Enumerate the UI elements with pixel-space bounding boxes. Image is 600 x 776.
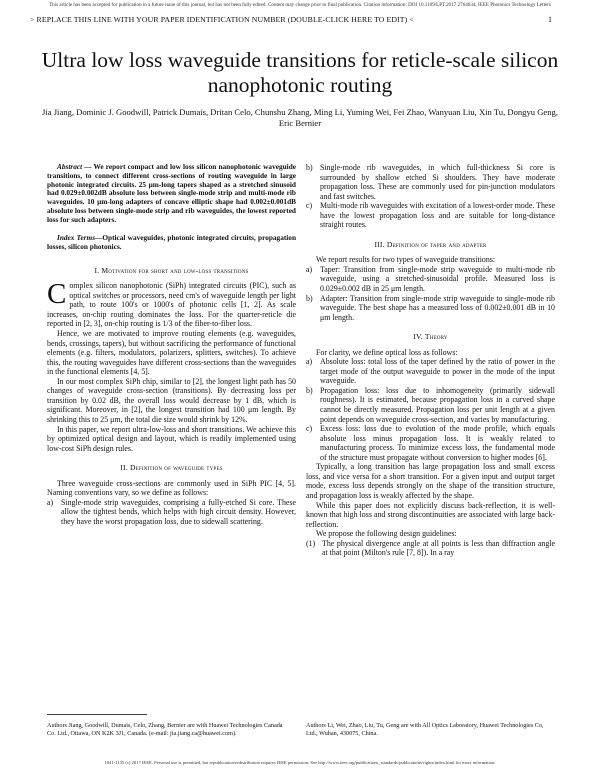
list-text: Absolute loss: total loss of the taper defined by the ratio of power in the target mode of the output waveguide to power in the mode of the input waveguide. — [320, 357, 555, 386]
paragraph: For clarity, we define optical loss as follows: — [316, 347, 458, 357]
paragraph: While this paper does not explicitly discuss back-reflection, it is well-known that high loss and strong discontinuities are associated with large back-reflection. — [306, 500, 555, 529]
abstract-lead: Abstract — [57, 162, 83, 171]
list-text: Taper: Transition from single-mode strip waveguide to multi-mode rib waveguide, using a stretched-sinusoidal profile. Measured loss is 0.029±0.002 dB in 25 μm length. — [320, 264, 555, 294]
section-title: Definition of taper and adapter — [386, 239, 487, 249]
list-marker: a) — [306, 357, 313, 367]
paragraph: Typically, a long transition has large propagation loss and small excess loss, and vice versa for a short transition. For a given input and output target mode, excess loss depends strongly on the shape of the transition structure, and propagation loss is weakly affected by the shape. — [306, 462, 555, 500]
list-text: Multi-mode rib waveguides with excitation of a lowest-order mode. These have the lowest propagation loss and are suitable for long-distance straight routes. — [320, 201, 555, 230]
list-item — [306, 294, 555, 323]
list-text: Excess loss: loss due to evolution of the mode profile, which equals absolute loss minus propagation loss. It is weakly related to manufacturing process. To minimize excess loss, the fundamental mode of the structure must propagate without conversion to higher modes [6]. — [320, 424, 555, 462]
list-text: Adapter: Transition from single-mode strip waveguide to single-mode rib waveguide. The best shape has a measured loss of 0.002±0.001 dB in 10 μm length. — [320, 293, 555, 322]
paragraph: In this paper, we report ultra-low-loss and short transitions. We achieve this by optimized optical design and layout, which is readily implemented using low-cost SiPh design rules. — [47, 424, 296, 453]
index-terms — [47, 234, 296, 252]
drop-cap: C — [47, 278, 67, 311]
section-title: Theory — [424, 332, 448, 342]
section-heading-3 — [306, 240, 555, 250]
list-marker: c) — [306, 424, 313, 434]
author-list: Jia Jiang, Dominic J. Goodwill, Patrick Dumais, Dritan Celo, Chunshu Zhang, Ming Li, Yuming Wei, Fei Zhao, Wanyuan Liu, Xin Tu, Dongyu Geng, Eric Bernier — [42, 107, 558, 128]
section-number: III. — [374, 239, 385, 249]
paragraph: We report results for two types of waveguide transitions: — [316, 255, 496, 265]
publication-banner: This article has been accepted for publication in a future issue of this journal, but has not been fully edited. Content may change prior to final publication. Citation information: DOI 10.1109/LPT.2017.2764634, IEEE Photonics Technology Letters — [49, 2, 551, 8]
list-item — [306, 539, 555, 558]
list-marker: c) — [306, 201, 313, 211]
list-item — [306, 357, 555, 386]
left-column — [47, 163, 296, 526]
paragraph — [47, 278, 296, 329]
section-number: II. — [120, 463, 128, 473]
list-item — [306, 386, 555, 424]
list-marker: a) — [306, 264, 313, 274]
list-text: Propagation loss: loss due to inhomogeneity (primarily sidewall roughness). It is estimated, because propagation loss in a curved shape cannot be directly measured. Propagation loss per unit length at a given point depends on waveguide cross-section, and varies by manufacturing. — [320, 385, 555, 424]
footnote-affiliation-canada: Authors Jiang, Goodwill, Dumais, Celo, Zhang, Bernier are with Huawei Technologies Canada Co. Ltd., Ottawa, ON K2K 3J1, Canada. (e-mail: jia.jiang.ca@huawei.com). — [47, 722, 283, 737]
list-item — [306, 265, 555, 294]
index-terms-text: —Optical waveguides, photonic integrated circuits, propagation losses, silicon photonics. — [47, 233, 297, 251]
list-marker: b) — [306, 163, 313, 172]
section-title: Definition of waveguide types — [129, 463, 223, 473]
section-heading-4 — [306, 332, 555, 342]
paragraph: Hence, we are motivated to improve routing elements (e.g. waveguides, bends, crossings, tapers), but without sacrificing the performance of functional elements (e.g. filters, modulators, polarizers, splitters, switches). To achieve this, the routing waveguides have different cross-sections than the waveguides in the functional elements [4, 5]. — [47, 329, 296, 377]
paragraph-text: omplex silicon nanophotonic (SiPh) integrated circuits (PIC), such as optical switches or processors, need cm's of waveguide length per light path, to route 100's or 1000's of photonic cells [1, 2]. As scale increases, on-chip routing dominates the loss. For the quarter-reticle die reported in [2, 3], on-chip routing is 1/3 of the fiber-to-fiber loss. — [47, 281, 296, 329]
list-marker: a) — [47, 497, 54, 507]
section-number: I. — [94, 265, 100, 275]
abstract — [47, 163, 296, 224]
paragraph: In our most complex SiPh chip, similar to [2], the longest light path has 50 changes of waveguide cross-section (transitions). By decreasing loss per transition by 0.02 dB, the overall loss would decrease by 1 dB, which is significant. Moreover, in [2], the longest transition had 100 μm length. By shrinking this to 25 μm, the total die size would shrink by 12%. — [47, 376, 296, 424]
page-number: 1 — [548, 15, 552, 24]
section-number: IV. — [413, 332, 423, 342]
section-title: Motivation for short and low-loss transitions — [101, 265, 249, 275]
list-item — [306, 201, 555, 230]
section-heading-2 — [47, 463, 296, 473]
list-item — [47, 498, 296, 527]
paper-title: Ultra low loss waveguide transitions for reticle-scale silicon nanophotonic routing — [41, 48, 559, 97]
list-marker: b) — [306, 293, 313, 303]
paragraph: Three waveguide cross-sections are commonly used in SiPh PIC [4, 5]. Naming conventions vary, so we define as follows: — [47, 478, 296, 498]
list-item — [306, 424, 555, 462]
paragraph: We propose the following design guidelines: — [316, 529, 457, 539]
list-text: Single-mode strip waveguides, comprising a fully-etched Si core. These allow the tightest bends, which helps with high circuit density. However, they have the worst propagation loss, due to sidewall scattering. — [61, 497, 296, 526]
paper-id-placeholder[interactable]: > REPLACE THIS LINE WITH YOUR PAPER IDENTIFICATION NUMBER (DOUBLE-CLICK HERE TO EDIT) < — [30, 15, 414, 24]
index-terms-lead: Index Terms — [57, 233, 96, 243]
list-text: The physical divergence angle at all points is less than diffraction angle at that point (Milton's rule [7, 8]). In a ray — [322, 538, 555, 558]
list-text: Single-mode rib waveguides, in which full-thickness Si core is surrounded by shallow etched Si shoulders. They have moderate propagation loss. These are commonly used for pin-junction modulators and fast switches. — [320, 163, 555, 201]
abstract-text: — We report compact and low loss silicon nanophotonic waveguide transitions, to connect different cross-sections of routing waveguide in large photonic integrated circuits. 25 μm-long tapers shaped as a stretched sinusoid had 0.029±0.002dB absolute loss between single-mode strip and multi-mode rib waveguides. 10 μm-long adapters of concave elliptic shape had 0.002±0.001dB absolute loss between single-mode strip and rib waveguides, the lowest reported loss for such adapters. — [47, 162, 296, 224]
list-marker: (1) — [306, 538, 316, 548]
list-marker: b) — [306, 385, 313, 395]
footnote-rule — [47, 714, 147, 715]
copyright-notice: 1041-1135 (c) 2017 IEEE. Personal use is permitted, but republication/redistribution requires IEEE permission. See http://www.ieee.org/publications_standards/publications/rights/index.html for more information. — [104, 760, 496, 765]
right-column — [306, 163, 555, 558]
footnote-affiliation-china: Authors Li, Wei, Zhao, Liu, Tu, Geng are with All Optics Laboratory, Huawei Technologies Co, Ltd., Wuhan, 430075, China. — [306, 722, 544, 737]
section-heading-1 — [47, 266, 296, 276]
list-item — [306, 163, 555, 201]
